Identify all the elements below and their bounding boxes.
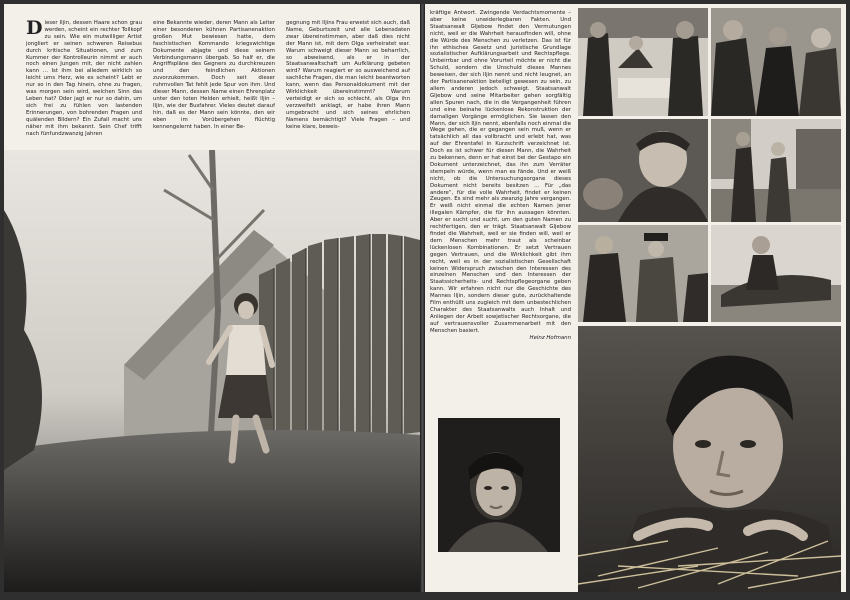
- left-page: [4, 4, 420, 592]
- article-column-4: [430, 10, 571, 415]
- article-text-4: kräftige Antwort. Zwingende Verdachtsmomente – aber keine unwiderlegbaren Fakten. Und Staatsanwalt Gljebow findet den Vermutungen nicht, weil er die Wahrheit herausfinden will, ohne die Würde des Menschen zu verletzen. Das ist für ihn ethisches Gesetz und juristische Grundlage sozialistischer Aufklärungsarbeit und Rechtspflege. Unbeirrbar und ohne Vorurteil möchte er nicht die Schuld, sondern die Unschuld dieses Mannes beweisen, der sich Iljin nennt und nicht leugnet, an der Partisanenaktion beteiligt gewesen zu sein, zu allem anderen jedoch schweigt. Staatsanwalt Gljebow und seine Mitarbeiter gehen sorgfältig allen Spuren nach, die in die Vergangenheit führen und eine beinahe lückenlose Rekonstruktion der damaligen Vorgänge ermöglichen. Sie lassen den Mann, der sich Iljin nennt, ebenfalls noch einmal die Wege gehen, die er gegangen sein muß, wenn er tatsächlich all das vollbracht und erlebt hat, was auf der Ehrentafel in Kurzschrift verzeichnet ist. Doch es ist schwer für diesen Mann, die Wahrheit zu bekennen, denn er hat einst bei der Gestapo ein Dokument unterzeichnet, das ihn zum Verräter stempeln würde, wenn man es fände. Und er weiß nicht, ob die Untersuchungsorgane dieses Dokument nicht bereits besitzen … Für „das andere“, für die volle Wahrheit, findet er keinen Zeugen. Es sind mehr als zwanzig Jahre vergangen. Er weiß nicht einmal die echten Namen jener illegalen Kämpfer, die für ihn aussagen könnten. Aber er sucht und sucht, um den guten Namen zu rechtfertigen, den er trägt. Staatsanwalt Gljebow findet die Wahrheit, weil er sie finden will, weil er dem Menschen mehr traut als scheinbar lückenlosen Kombinationen. Er setzt Vertrauen gegen Vertrauen, und die Wirklichkeit gibt ihm recht, weil es in der sozialistischen Gesellschaft keinen Widerspruch zwischen den Interessen des einzelnen Menschen und den Interessen der Staatssicherheits- und Rechtspflegeorgane geben kann. Wir erfahren nicht nur die Geschichte des Mannes Iljin, sondern dieser gute, zurückhaltende Film enthüllt uns zugleich mit dem unbestechlichen Charakter des Staatsanwalts auch Inhalt und Anliegen der Arbeit sowjetischer Rechtsorgane, die auf vertrauensvoller Zusammenarbeit mit den Menschen basiert.: [430, 10, 571, 334]
- article-column-3: [286, 20, 410, 144]
- photo-street-scene: [711, 119, 841, 222]
- photo-woman-running-by-fence: [4, 150, 420, 592]
- drop-cap: D: [26, 20, 43, 39]
- photo-man-closeup: [578, 119, 708, 222]
- article-column-1: [26, 20, 142, 144]
- photo-interrogation-scene: [711, 8, 841, 116]
- photo-officer-scene: [578, 225, 708, 322]
- photo-man-with-straw: [578, 326, 841, 592]
- article-text-1: ieser Iljin, dessen Haare schon grau werden, scheint ein rechter Tollkopf zu sein. Wie ein mutwilliger Artist jongliert er seinen schweren Reisebus durch kritische Situationen, und zum Kummer der Kontrolleurin nimmt er auch noch einen Jungen mit, der nicht zahlen kann … Ist ihm bei alledem wirklich so leicht ums Herz, wie es scheint? Lebt er nur so in den Tag hinein, ohne zu fragen, was morgen sein wird, welchen Sinn das Leben hat? Oder jagt er nur so dahin, um sich frei zu fühlen von lastenden Erinnerungen, von bohrenden Fragen und quälenden Bildern? Ein Zufall macht uns näher mit ihm bekannt. Sein Chef trifft nach fünfundzwanzig Jahren: [26, 20, 142, 137]
- photo-woman-portrait: [438, 418, 560, 552]
- article-text-3: gegnung mit Iljins Frau erweist sich auch, daß Name, Geburtszeit und alle Lebensdaten zwar übereinstimmen, aber daß dies nicht der Mann ist, mit dem Olga verheiratet war. Warum schweigt dieser Mann so beharrlich, so abweisend, als er in der Staatsanwaltschaft um Aufklärung gebeten wird? Warum reagiert er so ausweichend auf sachliche Fragen, die man leicht beantworten kann, wenn das Personaldokument mit der Wirklichkeit übereinstimmt? Warum verteidigt er sich so schlecht, als Olga ihn verzweifelt anklagt, er habe ihren Mann umgebracht und sich seines ehrlichen Namens bemächtigt? Viele Fragen – und keine klare, beweis-: [286, 20, 410, 130]
- author-signature: Heinz Hofmann: [529, 334, 571, 341]
- article-column-2: [153, 20, 275, 144]
- right-page: [425, 4, 846, 592]
- photo-office-scene: [578, 8, 708, 116]
- photo-man-lying: [711, 225, 841, 322]
- article-text-2: eine Bekannte wieder, deren Mann als Leiter einer besonderen kühnen Partisanenaktion großen Mut bewiesen hatte, dem faschistischen Kommando kriegswichtige Dokumente abjagte und diese seinem Verbindungsmann übergab. So half er, die Angriffspläne des Gegners zu durchkreuzen und den feindlichen Aktionen zuvorzukommen. Doch seit dieser ruhmvollen Tat fehlt jede Spur von ihm. Und dieser Mann, dessen Name einen Ehrenplatz unter den toten Helden erhielt, heißt Iljin – Iljin, wie der Busfahrer. Vieles deutet darauf hin, daß es der Mann sein könnte, den wir eben im Vorübergehen flüchtig kennengelernt haben. In einer Be-: [153, 20, 275, 130]
